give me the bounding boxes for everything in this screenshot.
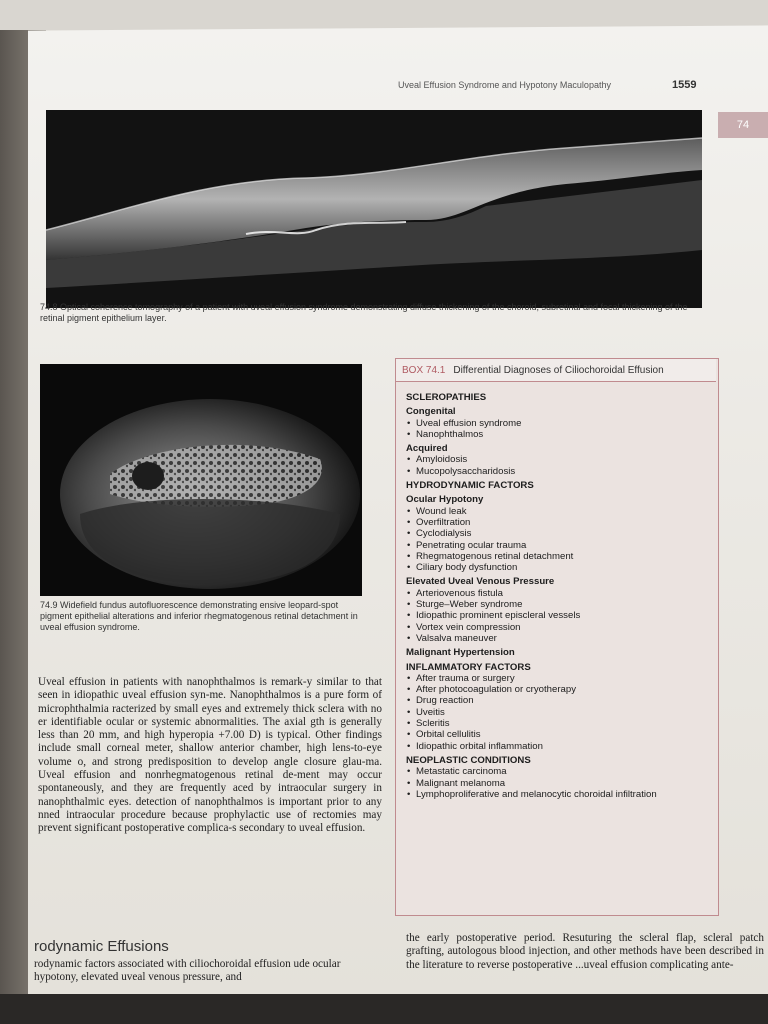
box-subheading: Elevated Uveal Venous Pressure: [406, 576, 555, 588]
figure-caption-fundus: 74.9 Widefield fundus autofluorescence demonstrating ensive leopard-spot pigment epithelial alterations and inferior rhegmatogenous retinal detachment in uveal effusion syndrome.: [40, 600, 358, 632]
box-subheading: Acquired: [406, 443, 448, 455]
body-text-left: Uveal effusion in patients with nanophthalmos is remark-y similar to that seen in idiopathic uveal effusion syn-me. Nanophthalmos is a pure form of microphthalmia racterized by small eyes and extremely thick sclera with no er identifiable ocular or systemic abnormalities. The axial gth is generally less than 20 mm, and high hyperopia +7.00 D) is typical. Other findings include small corneal meter, shallow anterior chamber, high lens-to-eye volume o, and strong predisposition to develop angle closure glau-ma. Uveal effusion and nonrhegmatogenous retinal de-ment may occur spontaneously, and they are frequently aced by intraocular surgery in nanophthalmic eyes. detection of nanophthalmos is important prior to any nned intraocular procedure because prophylactic use of rectomies may prevent significant postoperative complica-s secondary to uveal effusion.: [38, 676, 382, 835]
box-list-item: • Drug reaction: [406, 695, 714, 706]
box-list-item: • Malignant melanoma: [406, 778, 714, 789]
box-list-item: • Uveitis: [406, 707, 714, 718]
body-text-right: the early postoperative period. Resuturing the scleral flap, scleral patch grafting, autologous blood injection, and other methods have been described in the literature to reverse postoperative ...uveal effusion complicating ante-: [406, 932, 764, 971]
box-section-heading: HYDRODYNAMIC FACTORS: [406, 480, 534, 492]
oct-image: [46, 110, 702, 308]
box-list-item: • Metastatic carcinoma: [406, 766, 714, 777]
oct-scan-graphic: [46, 110, 702, 308]
box-label: BOX 74.1: [402, 364, 446, 376]
box-section-heading: NEOPLASTIC CONDITIONS: [406, 754, 531, 766]
fundus-graphic: [40, 364, 362, 596]
box-list-item: • Idiopathic prominent episcleral vessels: [406, 610, 714, 621]
box-list-item: • Orbital cellulitis: [406, 729, 714, 740]
box-list-item: • Ciliary body dysfunction: [406, 562, 714, 573]
box-list-item: • Arteriovenous fistula: [406, 588, 714, 599]
section-heading: rodynamic Effusions: [34, 938, 169, 955]
box-title-bar: [396, 359, 716, 382]
box-list-item: • Wound leak: [406, 506, 714, 517]
fundus-autofluorescence-image: [40, 364, 362, 596]
box-section-heading: INFLAMMATORY FACTORS: [406, 661, 531, 673]
page-number: 1559: [672, 79, 697, 91]
box-list-item: • Scleritis: [406, 718, 714, 729]
box-list-item: • Overfiltration: [406, 517, 714, 528]
box-list-item: • Uveal effusion syndrome: [406, 418, 714, 429]
box-list-item: • Amyloidosis: [406, 454, 714, 465]
box-content: [406, 389, 714, 800]
box-list-item: • Cyclodialysis: [406, 528, 714, 539]
box-list-item: • Vortex vein compression: [406, 622, 714, 633]
body-text-left-continued: rodynamic factors associated with ciliochoroidal effusion ude ocular hypotony, elevated uveal venous pressure, and: [34, 958, 341, 984]
box-list-item: • Idiopathic orbital inflammation: [406, 741, 714, 752]
box-list-item: • Lymphoproliferative and melanocytic choroidal infiltration: [406, 789, 714, 800]
box-list-item: • Penetrating ocular trauma: [406, 540, 714, 551]
running-title: Uveal Effusion Syndrome and Hypotony Maculopathy: [398, 80, 611, 90]
chapter-tab-number: 74: [736, 119, 750, 131]
box-subheading: Congenital: [406, 406, 456, 418]
box-subheading: Ocular Hypotony: [406, 494, 484, 506]
figure-caption-oct: 74.8 Optical coherence tomography of a patient with uveal effusion syndrome demonstrating diffuse thickening of the choroid, subretinal and focal thickening of the retinal pigment epithelium layer.: [40, 302, 688, 323]
box-list-item: • After photocoagulation or cryotherapy: [406, 684, 714, 695]
box-subheading: Malignant Hypertension: [406, 647, 515, 659]
box-list-item: • Nanophthalmos: [406, 429, 714, 440]
background-surface: [0, 994, 768, 1024]
box-list-item: • Valsalva maneuver: [406, 633, 714, 644]
box-list-item: • Rhegmatogenous retinal detachment: [406, 551, 714, 562]
box-list-item: • Mucopolysaccharidosis: [406, 466, 714, 477]
box-list-item: • After trauma or surgery: [406, 673, 714, 684]
box-list-item: • Sturge–Weber syndrome: [406, 599, 714, 610]
chapter-tab: [718, 112, 768, 138]
box-section-heading: SCLEROPATHIES: [406, 392, 487, 403]
box-title: Differential Diagnoses of Ciliochoroidal Effusion: [453, 364, 664, 376]
